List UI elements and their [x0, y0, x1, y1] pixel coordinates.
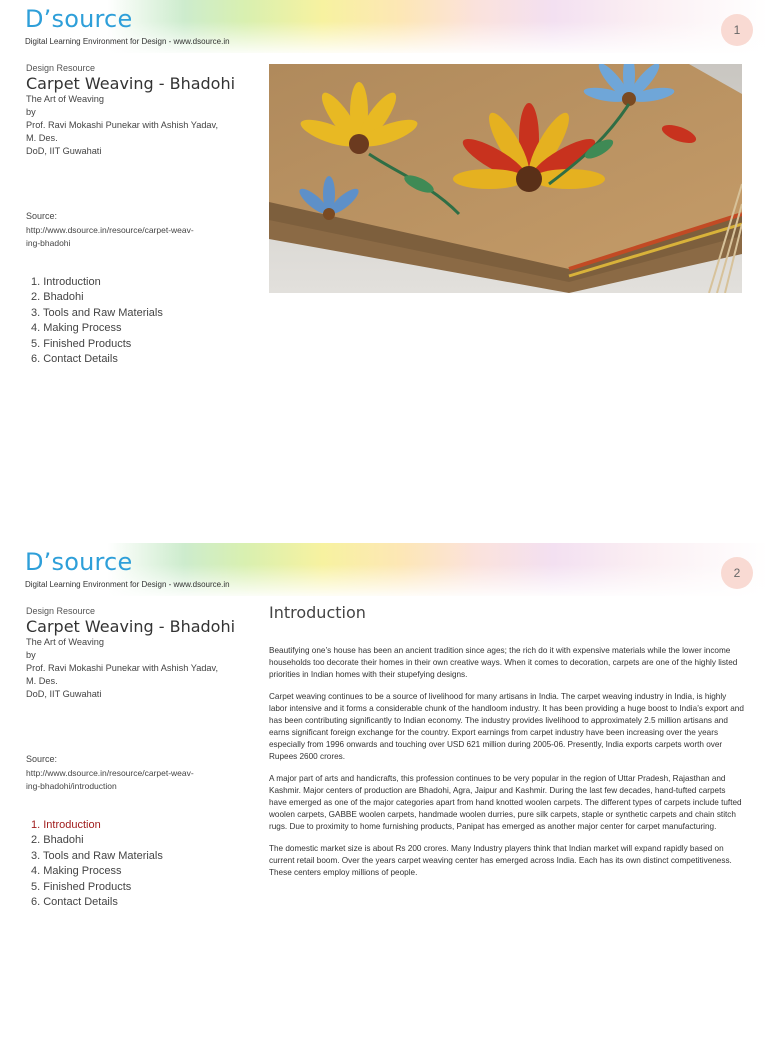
source-url-line-2[interactable]: ing-bhadohi/introduction — [26, 780, 117, 791]
authors-line-1: Prof. Ravi Mokashi Punekar with Ashish Yadav, — [26, 120, 219, 130]
header-tagline: Digital Learning Environment for Design - www.dsource.in — [25, 580, 230, 589]
header-banner — [0, 543, 768, 596]
institution: DoD, IIT Guwahati — [26, 146, 102, 156]
resource-title: Carpet Weaving - Bhadohi — [26, 617, 236, 636]
toc-item-tools[interactable]: 3. Tools and Raw Materials — [31, 849, 163, 862]
toc-item-finished-products[interactable]: 5. Finished Products — [31, 880, 132, 893]
authors-line-2: M. Des. — [26, 676, 58, 686]
resource-subtitle: The Art of Weaving — [26, 94, 104, 104]
toc-item-introduction[interactable]: 1. Introduction — [31, 276, 101, 288]
design-resource-label: Design Resource — [26, 606, 96, 616]
page-number-badge: 1 — [721, 14, 753, 46]
source-url-line-1[interactable]: http://www.dsource.in/resource/carpet-weav- — [26, 768, 194, 778]
authors-line-2: M. Des. — [26, 133, 58, 143]
institution: DoD, IIT Guwahati — [26, 689, 102, 699]
by-label: by — [26, 650, 36, 660]
toc-item-bhadohi[interactable]: 2. Bhadohi — [31, 834, 84, 847]
toc-item-making-process[interactable]: 4. Making Process — [31, 865, 122, 878]
table-of-contents — [31, 275, 163, 367]
toc-item-contact-details[interactable]: 6. Contact Details — [31, 352, 118, 365]
paragraph: Beautifying one’s house has been an ancient tradition since ages; the rich do it with expensive materials while the lower income households too decorate their homes in their own creative ways. When it comes to decoration, carpets are one of the highly listed priorities in Indian homes with their stupefying designs. — [269, 646, 738, 680]
by-label: by — [26, 107, 36, 117]
source-url[interactable] — [26, 224, 241, 249]
table-of-contents — [31, 818, 163, 910]
source-label: Source: — [26, 211, 58, 221]
slide-page-2 — [0, 543, 768, 1043]
carpet-photo — [269, 64, 742, 293]
paragraph: A major part of arts and handicrafts, this profession continues to be very popular in the region of Uttar Pradesh, Rajasthan and Kashmir. Major centers of production are Bhadohi, Agra, Jaipur and Kashmir. During the last few decades, hand-tufted carpets have emerged as one of the major categories apart from hand knotted woolen carpets. The different types of carpets include tufted woolen carpets, GABBE woolen carpets, handmade woolen durries, pure silk carpets, staple or synthetic carpets and chain stitch rugs. Due to proximity to home furnishing products, Panipat has emerged as another major center for carpet manufacturing. — [269, 774, 742, 832]
toc-item-bhadohi[interactable]: 2. Bhadohi — [31, 291, 84, 304]
toc-item-finished-products[interactable]: 5. Finished Products — [31, 337, 132, 350]
resource-title: Carpet Weaving - Bhadohi — [26, 74, 236, 93]
resource-info — [26, 63, 251, 158]
dsource-logo[interactable]: D’source — [25, 5, 133, 33]
source-url[interactable] — [26, 767, 241, 792]
dsource-logo[interactable]: D’source — [25, 548, 133, 576]
authors-line-1: Prof. Ravi Mokashi Punekar with Ashish Yadav, — [26, 663, 219, 673]
page-number-badge: 2 — [721, 557, 753, 589]
resource-info — [26, 606, 251, 701]
slide-page-1 — [0, 0, 768, 500]
toc-item-tools[interactable]: 3. Tools and Raw Materials — [31, 306, 163, 319]
toc-item-introduction[interactable]: 1. Introduction — [31, 819, 101, 831]
header-banner — [0, 0, 768, 53]
toc-item-making-process[interactable]: 4. Making Process — [31, 322, 122, 335]
source-label: Source: — [26, 754, 58, 764]
paragraph: Carpet weaving continues to be a source of livelihood for many artisans in India. The carpet weaving industry in India, is highly labor intensive and it forms a considerable chunk of the handloom industry. It has been providing a huge boost to India’s export and has been contributing significantly to Indian economy. The industry provides livelihood to approximately 2.5 million artisans and earns significant foreign exchange for the country. Export earnings from carpet industry have been increasing over the years especially from 1996 onwards and touching over USD 621 million during 2005-06. Presently, India exports carpets worth over Rupees 2600 crores. — [269, 691, 744, 762]
resource-subtitle: The Art of Weaving — [26, 637, 104, 647]
section-body — [269, 645, 744, 889]
section-heading: Introduction — [269, 603, 366, 622]
design-resource-label: Design Resource — [26, 63, 96, 73]
source-url-line-1[interactable]: http://www.dsource.in/resource/carpet-weav- — [26, 225, 194, 235]
toc-item-contact-details[interactable]: 6. Contact Details — [31, 895, 118, 908]
paragraph: The domestic market size is about Rs 200 crores. Many Industry players think that Indian market will expand rapidly based on current retail boom. Over the years carpet weaving center has emerged across India. Each has its own distinct competitiveness. These centers employ millions of people. — [269, 844, 732, 878]
header-tagline: Digital Learning Environment for Design - www.dsource.in — [25, 37, 230, 46]
source-url-line-2[interactable]: ing-bhadohi — [26, 237, 71, 248]
